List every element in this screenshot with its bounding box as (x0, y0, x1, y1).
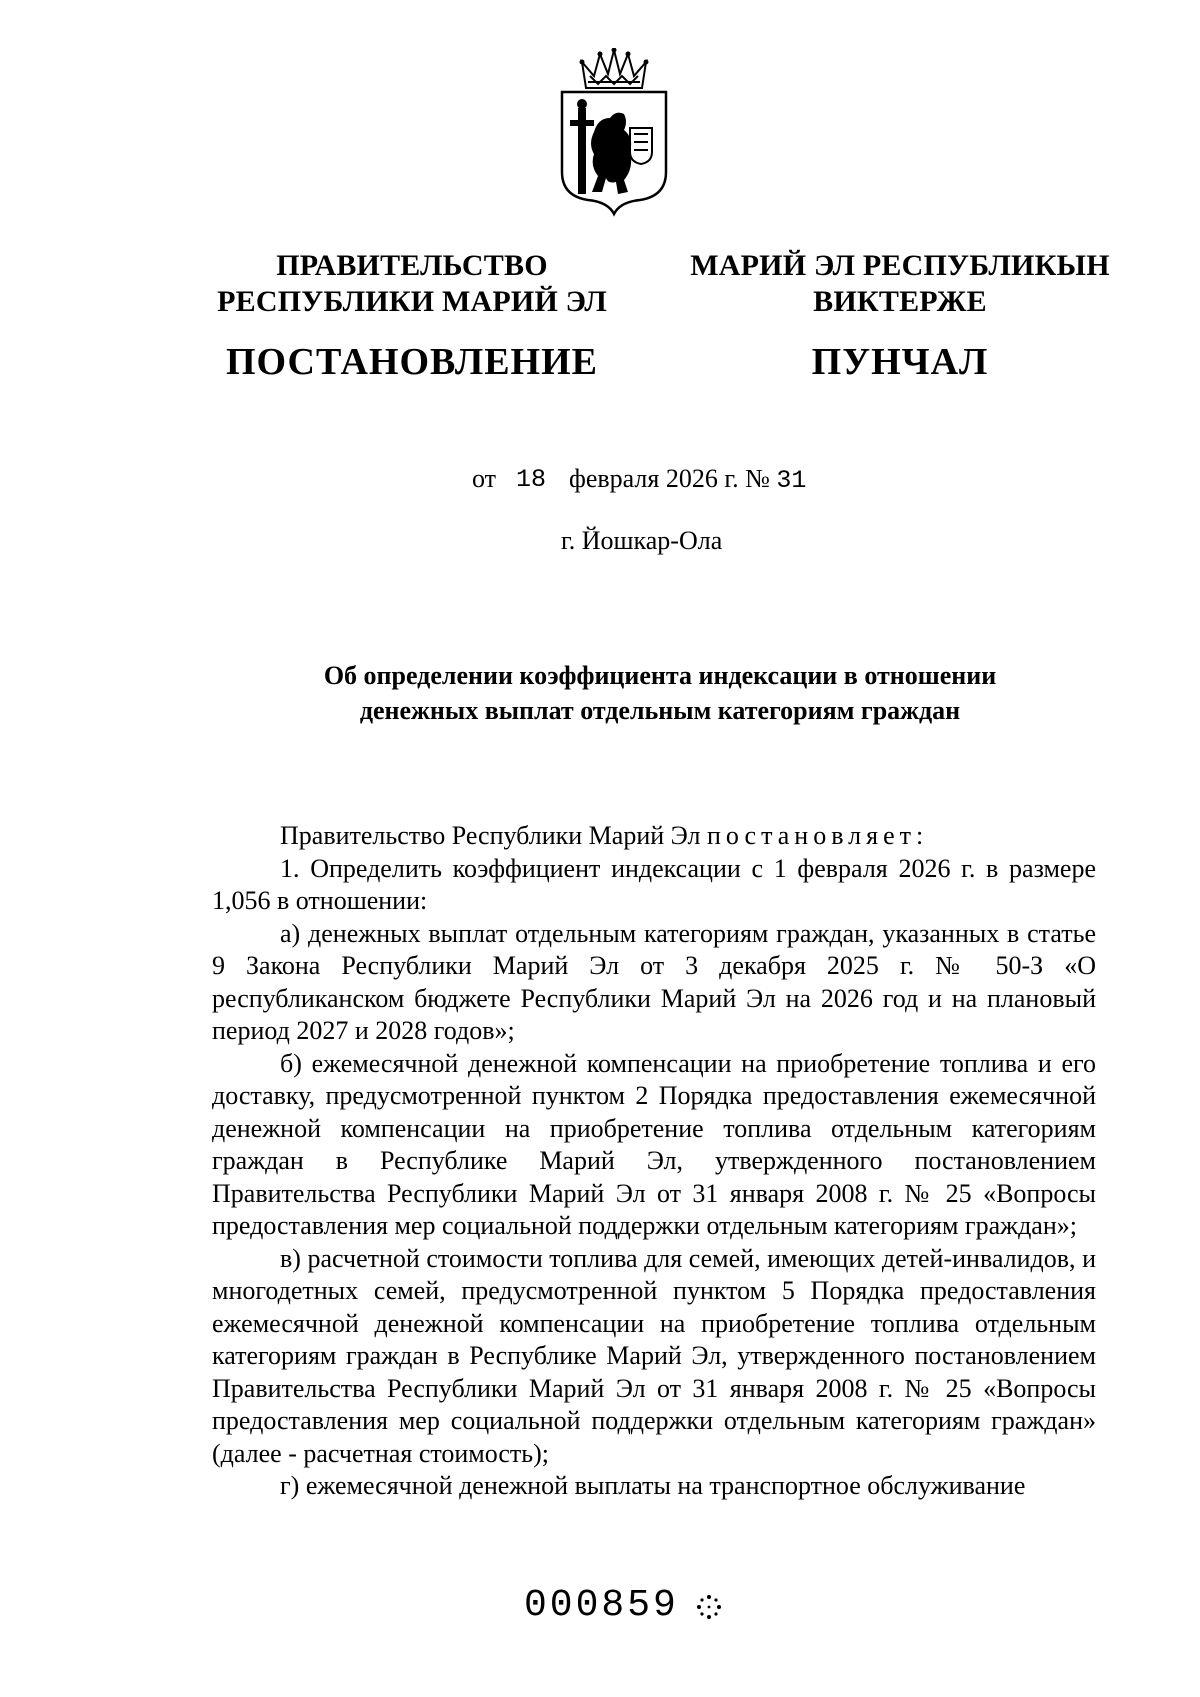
preamble-text: Правительство Республики Марий Эл (280, 821, 707, 850)
coat-of-arms-icon (554, 48, 674, 228)
org-name-line: ПРАВИТЕЛЬСТВО (276, 249, 548, 282)
header-right (660, 248, 1140, 384)
paragraph-v: в) расчетной стоимости топлива для семей, имеющих детей-инвалидов, и многодетных семей, предусмотренной пунктом 5 Порядка предоставления ежемесячной денежной компенсации на приобретение топлива отдельным категориям граждан в Республике Марий Эл, утвержденного постановлением Правительства Республики Марий Эл от 31 января 2008 г. № 25 «Вопросы предоставления мер социальной поддержки отдельным категориям граждан» (далее - расчетная стоимость); (212, 1243, 1096, 1468)
document-type: ПОСТАНОВЛЕНИЕ (225, 341, 599, 383)
preamble-verb: постановляет: (706, 821, 929, 850)
paragraph-a: а) денежных выплат отдельным категориям граждан, указанных в статье 9 Закона Республики Марий Эл от 3 декабря 2025 г. № 50-З «О республиканском бюджете Республики Марий Эл на 2026 год и на плановый период 2027 и 2028 годов»; (212, 918, 1096, 1045)
title-line: денежных выплат отдельным категориям граждан (359, 696, 961, 725)
document-number: 31 (776, 466, 807, 495)
document-type: ПУНЧАЛ (811, 341, 989, 383)
date-prefix: от (472, 464, 497, 493)
document-body (212, 820, 1096, 1503)
star-ornament-icon (696, 1594, 722, 1620)
header-left (172, 248, 652, 384)
date-rest (569, 464, 806, 495)
org-name-line: МАРИЙ ЭЛ РЕСПУБЛИКЫН (690, 249, 1110, 282)
paragraph-b: б) ежемесячной денежной компенсации на приобретение топлива и его доставку, предусмотренной пунктом 2 Порядка предоставления ежемесячной денежной компенсации на приобретение топлива отдельным категориям граждан в Республике Марий Эл, утвержденного постановлением Правительства Республики Марий Эл от 31 января 2008 г. № 25 «Вопросы предоставления мер социальной поддержки отдельным категориям граждан»; (212, 1048, 1096, 1240)
city: г. Йошкар-Ола (561, 526, 723, 555)
paragraph-1: 1. Определить коэффициент индексации с 1 февраля 2026 г. в размере 1,056 в отношении: (212, 853, 1096, 915)
org-name-line: ВИКТЕРЖЕ (813, 285, 987, 318)
org-name-line: РЕСПУБЛИКИ МАРИЙ ЭЛ (217, 285, 607, 318)
date-day: 18 (516, 465, 547, 494)
preamble (212, 820, 1096, 853)
date-month-year: февраля 2026 г. № (569, 464, 770, 493)
serial-number: 000859 (524, 1584, 679, 1627)
document-title (200, 658, 1120, 728)
title-line: Об определении коэффициента индексации в отношении (323, 661, 997, 690)
paragraph-g: г) ежемесячной денежной выплаты на транспортное обслуживание (280, 1471, 1026, 1500)
